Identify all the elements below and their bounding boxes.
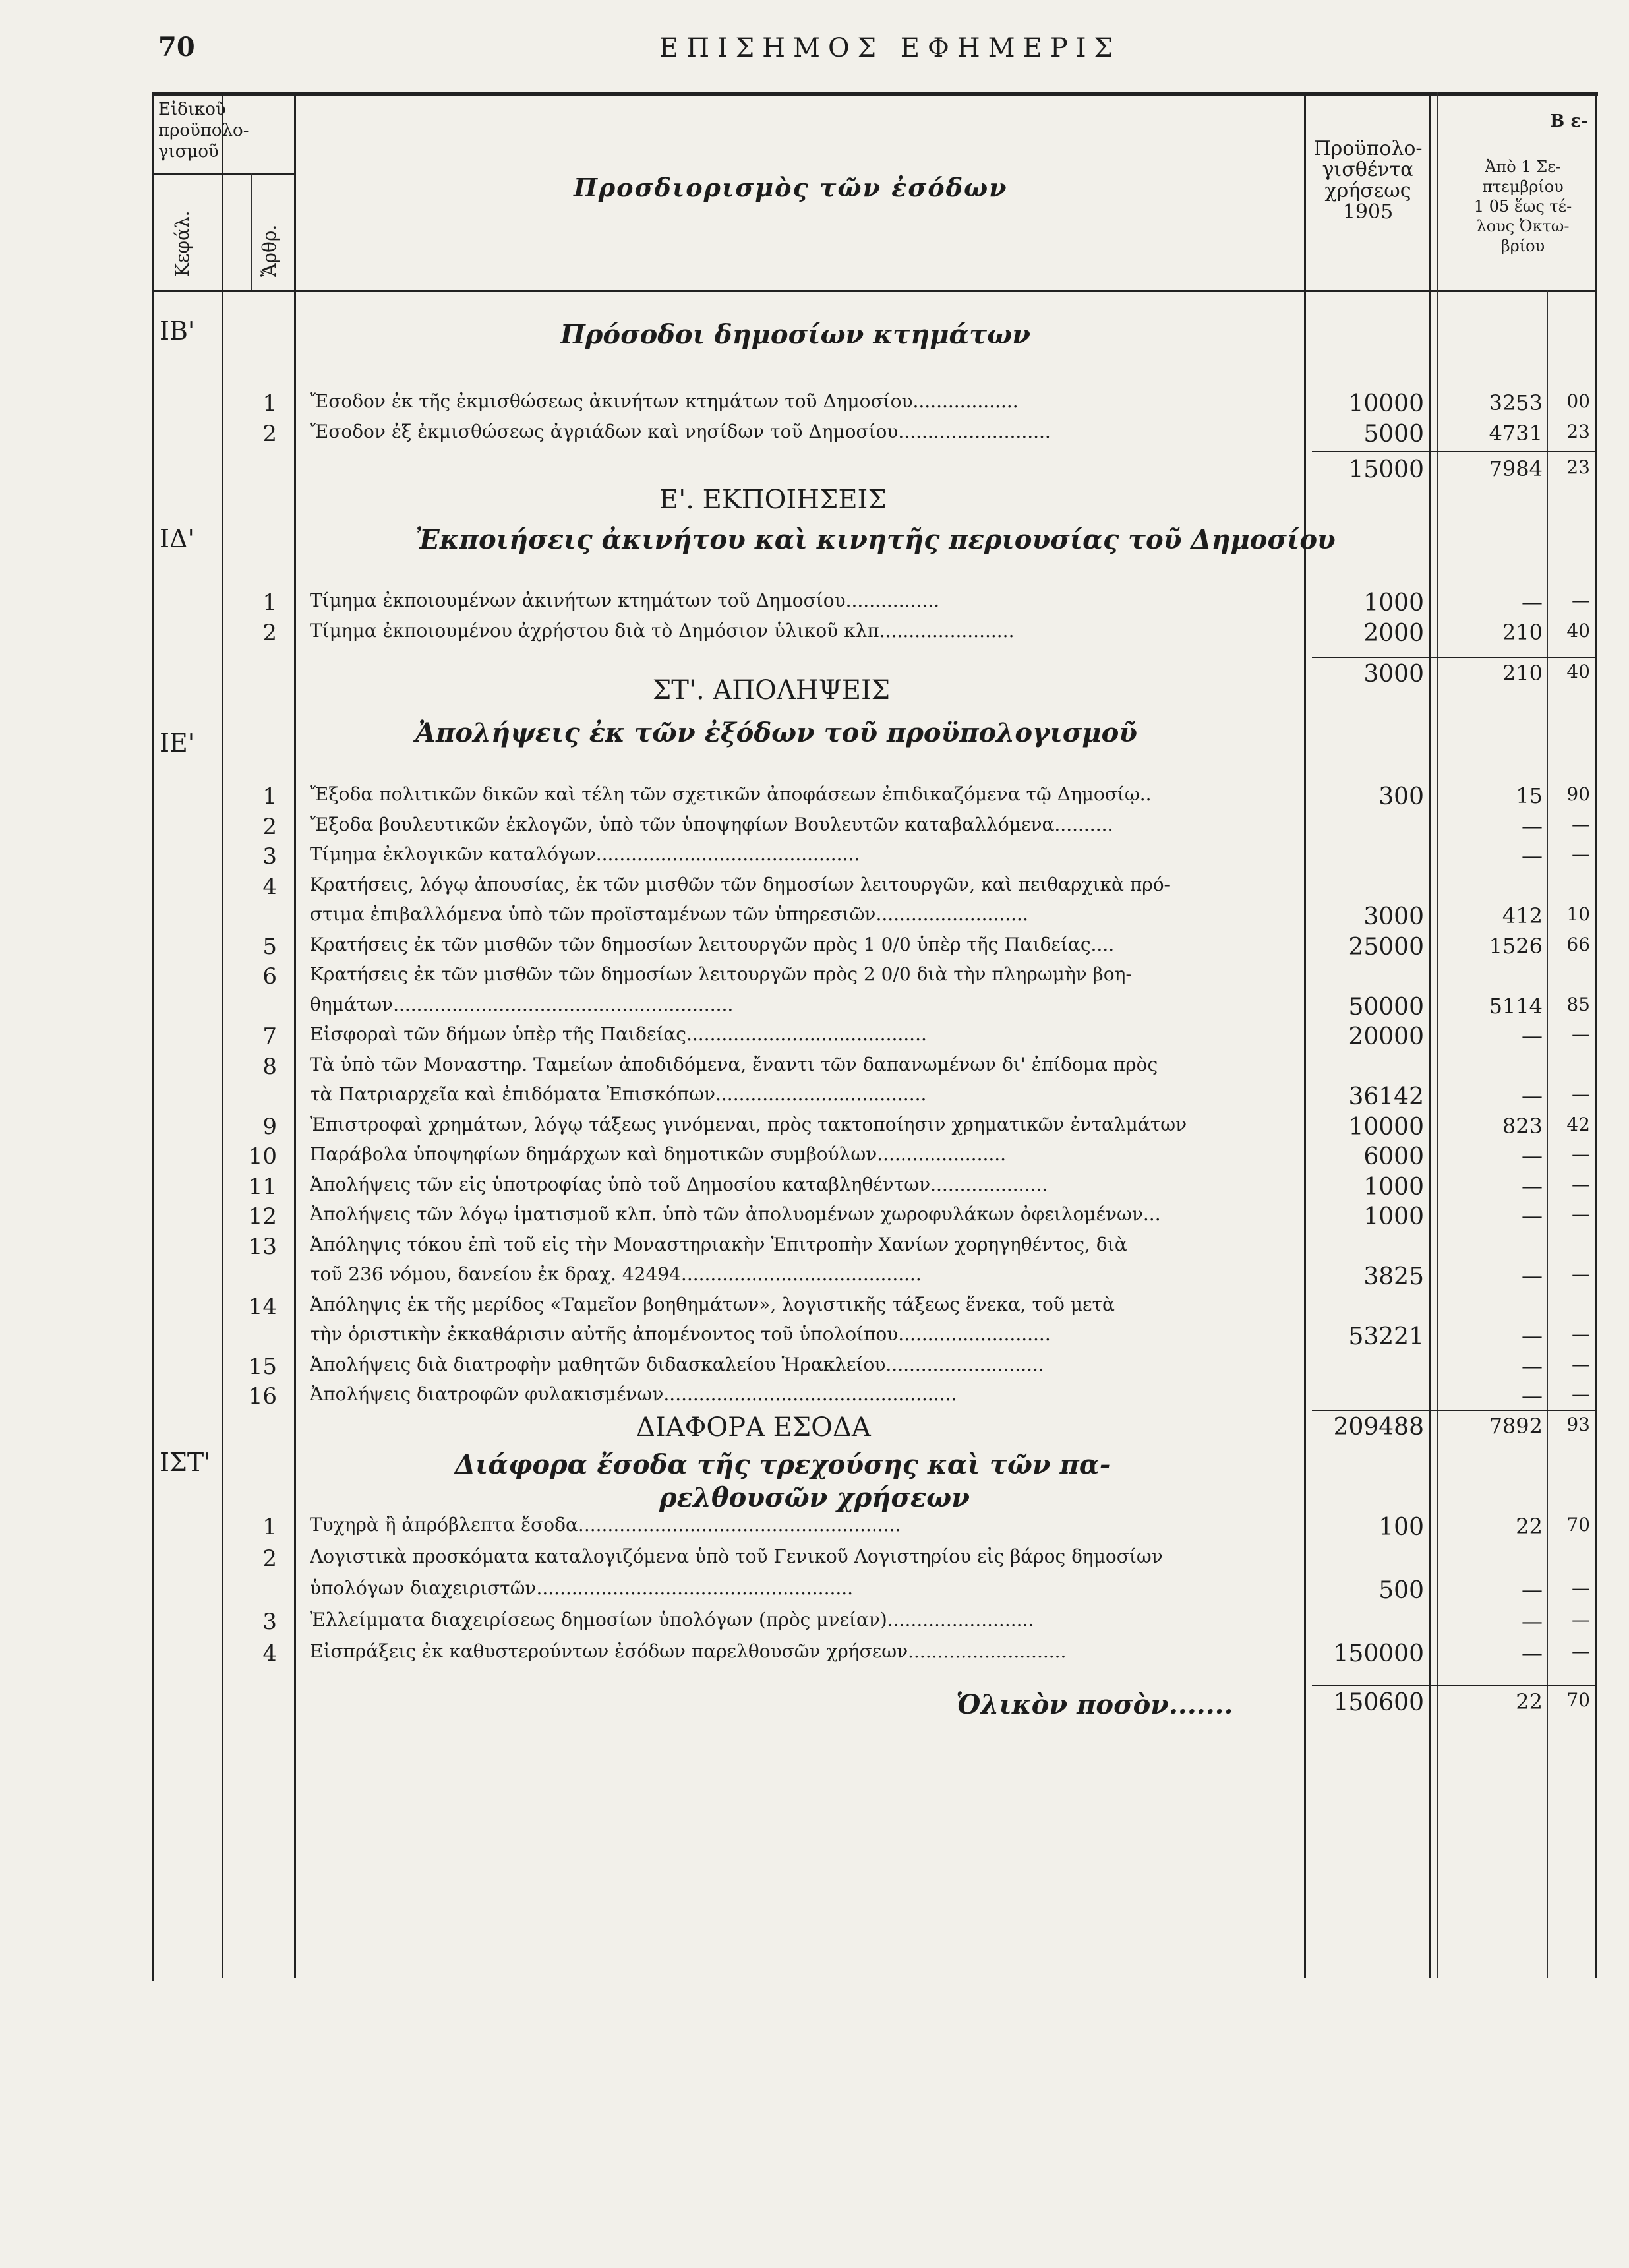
row-number: 3	[262, 1609, 277, 1635]
grand-total-budget: 150600	[1333, 1689, 1424, 1716]
row-budget: 53221	[1348, 1323, 1424, 1350]
chapter-ie-subtitle: Ἀπολήψεις ἐκ τῶν ἐξόδων τοῦ προϋπολογισμοῦ	[415, 717, 1137, 748]
row-number: 12	[248, 1203, 277, 1230]
ib-total-intg: 7984	[1489, 456, 1543, 481]
row-description: ὑπολόγων διαχειριστῶν......................................................	[310, 1577, 854, 1599]
grand-total-label: Ὁλικὸν ποσὸν.......	[956, 1689, 1233, 1720]
row-realized: 823	[1502, 1113, 1543, 1139]
row-realized-decimals: 85	[1566, 993, 1590, 1015]
row-number: 13	[248, 1233, 277, 1260]
running-head: ΕΠΙΣΗΜΟΣ ΕΦΗΜΕΡΙΣ	[659, 33, 1121, 63]
row-realized: 3253	[1489, 390, 1543, 415]
row-realized-decimals: —	[1572, 1353, 1590, 1375]
row-realized-decimals: —	[1572, 1609, 1590, 1630]
table-row	[0, 1383, 1629, 1411]
row-description: Ἔσοδον ἐξ ἐκμισθώσεως ἀγριάδων καὶ νησίδων τοῦ Δημοσίου..........................	[310, 421, 1051, 442]
row-number: 7	[262, 1023, 277, 1050]
section-diafora: ΔΙΑΦΟΡΑ ΕΣΟΔΑ	[636, 1412, 871, 1443]
row-budget: 1000	[1363, 1173, 1424, 1201]
row-budget: 20000	[1348, 1023, 1424, 1050]
row-number: 16	[248, 1383, 277, 1410]
table-row	[0, 934, 1629, 961]
row-budget: 100	[1378, 1514, 1424, 1541]
id-total-intg: 210	[1502, 661, 1543, 686]
row-realized-decimals: —	[1572, 1577, 1590, 1599]
row-number: 15	[248, 1353, 277, 1380]
row-budget: 10000	[1348, 390, 1424, 417]
table-row	[0, 390, 1629, 418]
row-realized-decimals: 90	[1566, 783, 1590, 805]
row-description: τὰ Πατριαρχεῖα καὶ ἐπιδόματα Ἐπισκόπων....................................	[310, 1083, 927, 1105]
row-description: Εἰσφοραὶ τῶν δήμων ὑπὲρ τῆς Παιδείας.........................................	[310, 1023, 927, 1045]
row-budget: 500	[1378, 1577, 1424, 1604]
table-row	[0, 1514, 1629, 1541]
ie-total-rule	[1312, 1410, 1595, 1411]
row-realized-decimals: 23	[1566, 421, 1590, 442]
table-row	[0, 1143, 1629, 1171]
table-row	[0, 1054, 1629, 1081]
header-split-rule	[152, 173, 294, 175]
row-description: στιμα ἐπιβαλλόμενα ὑπὸ τῶν προϊσταμένων τῶν ὑπηρεσιῶν..........................	[310, 903, 1028, 925]
row-number: 1	[262, 1514, 277, 1540]
row-number: 9	[262, 1113, 277, 1140]
row-realized-decimals: 70	[1566, 1514, 1590, 1536]
header-bottom-rule	[152, 290, 1595, 292]
chapter-ist: ΙΣΤ'	[160, 1448, 211, 1477]
table-row	[0, 994, 1629, 1021]
table-row	[0, 421, 1629, 448]
row-number: 3	[262, 843, 277, 870]
row-number: 6	[262, 963, 277, 990]
row-realized: —	[1522, 1173, 1543, 1199]
table-row	[0, 1174, 1629, 1201]
row-budget: 6000	[1363, 1143, 1424, 1170]
header-kefal: Κεφάλ.	[171, 210, 193, 277]
row-budget: 150000	[1333, 1640, 1424, 1667]
row-number: 8	[262, 1053, 277, 1080]
row-realized: —	[1522, 1577, 1543, 1602]
row-realized-decimals: —	[1572, 813, 1590, 835]
row-realized: —	[1522, 589, 1543, 614]
table-row	[0, 1577, 1629, 1605]
row-realized: —	[1522, 1640, 1543, 1665]
table-row	[0, 903, 1629, 931]
row-budget: 2000	[1363, 620, 1424, 647]
row-description: Ἀπόληψις τόκου ἐπὶ τοῦ εἰς τὴν Μοναστηριακὴν Ἐπιτροπὴν Χανίων χορηγηθέντος, διὰ	[310, 1233, 1127, 1255]
ib-total-budget: 15000	[1348, 456, 1424, 483]
row-description: Παράβολα ὑποψηφίων δημάρχων καὶ δημοτικῶν συμβούλων......................	[310, 1143, 1007, 1165]
row-number: 4	[262, 873, 277, 900]
row-description: Ἔξοδα βουλευτικῶν ἐκλογῶν, ὑπὸ τῶν ὑποψηφίων Βουλευτῶν καταβαλλόμενα..........	[310, 813, 1113, 835]
table-row	[0, 1263, 1629, 1291]
row-description: Ἔσοδον ἐκ τῆς ἐκμισθώσεως ἀκινήτων κτημάτων τοῦ Δημοσίου..................	[310, 390, 1019, 412]
row-description: Ἀπολήψεις τῶν λόγῳ ἱματισμοῦ κλπ. ὑπὸ τῶν ἀπολυομένων χωροφυλάκων ὀφειλομένων...	[310, 1203, 1161, 1225]
row-realized: —	[1522, 1083, 1543, 1108]
table-row	[0, 783, 1629, 811]
chapter-id: ΙΔ'	[160, 524, 194, 553]
row-description: Ἀπόληψις ἐκ τῆς μερίδος «Ταμεῖον βοηθημάτων», λογιστικῆς τάξεως ἕνεκα, τοῦ μετὰ	[310, 1293, 1115, 1315]
table-row	[0, 1609, 1629, 1636]
row-description: Τίμημα ἐκποιουμένου ἀχρήστου διὰ τὸ Δημόσιον ὑλικοῦ κλπ.......................	[310, 620, 1015, 642]
row-budget: 50000	[1348, 993, 1424, 1021]
row-number: 5	[262, 933, 277, 960]
row-realized-decimals: —	[1572, 1203, 1590, 1225]
row-realized: —	[1522, 1609, 1543, 1634]
row-realized-decimals: 66	[1566, 933, 1590, 955]
table-row	[0, 874, 1629, 901]
table-row	[0, 1023, 1629, 1051]
header-eidikou: Εἰδικοῦ προϋπολο- γισμοῦ	[158, 100, 249, 162]
table-row	[0, 963, 1629, 991]
row-realized: —	[1522, 1263, 1543, 1288]
row-budget: 10000	[1348, 1113, 1424, 1141]
row-realized-decimals: 10	[1566, 903, 1590, 925]
chapter-id-subtitle: Ἐκποιήσεις ἀκινήτου καὶ κινητῆς περιουσίας τοῦ Δημοσίου	[415, 524, 1336, 555]
row-budget: 3000	[1363, 903, 1424, 930]
row-realized: 5114	[1489, 993, 1543, 1019]
row-realized: —	[1522, 1203, 1543, 1228]
row-description: Τὰ ὑπὸ τῶν Μοναστηρ. Ταμείων ἀποδιδόμενα, ἔναντι τῶν δαπανωμένων δι' ἐπίδομα πρὸς	[310, 1053, 1158, 1075]
row-description: Λογιστικὰ προσκόματα καταλογιζόμενα ὑπὸ τοῦ Γενικοῦ Λογιστηρίου εἰς βάρος δημοσίων	[310, 1545, 1163, 1567]
ie-total-dec: 93	[1566, 1414, 1590, 1435]
row-budget: 3825	[1363, 1263, 1424, 1290]
section-apolipseis: ΣΤ'. ΑΠΟΛΗΨΕΙΣ	[653, 675, 891, 705]
header-col-b: Β ε-	[1550, 111, 1588, 131]
row-realized: 1526	[1489, 933, 1543, 959]
row-number: 11	[248, 1173, 277, 1200]
table-row	[0, 1323, 1629, 1351]
row-realized-decimals: —	[1572, 1383, 1590, 1405]
row-realized: —	[1522, 1383, 1543, 1408]
row-realized: 15	[1516, 783, 1543, 808]
table-row	[0, 1640, 1629, 1668]
row-number: 2	[262, 421, 277, 447]
row-realized-decimals: —	[1572, 1640, 1590, 1662]
row-number: 10	[248, 1143, 277, 1170]
row-realized: 210	[1502, 620, 1543, 645]
ib-total-row	[0, 456, 1629, 484]
table-row	[0, 589, 1629, 617]
row-realized-decimals: —	[1572, 589, 1590, 611]
row-realized-decimals: 42	[1566, 1113, 1590, 1135]
table-row	[0, 843, 1629, 871]
chapter-ist-subtitle-1: Διάφορα ἔσοδα τῆς τρεχούσης καὶ τῶν πα-	[455, 1449, 1111, 1480]
row-realized: —	[1522, 843, 1543, 868]
row-description: Ἔξοδα πολιτικῶν δικῶν καὶ τέλη τῶν σχετικῶν ἀποφάσεων ἐπιδικαζόμενα τῷ Δημοσίῳ..	[310, 783, 1152, 805]
chapter-ie: ΙΕ'	[160, 729, 195, 758]
table-row	[0, 1354, 1629, 1381]
row-number: 14	[248, 1293, 277, 1320]
page-number: 70	[158, 32, 195, 63]
row-realized-decimals: —	[1572, 1323, 1590, 1345]
row-realized: 22	[1516, 1514, 1543, 1539]
section-ekpoiiseis: Ε'. ΕΚΠΟΙΗΣΕΙΣ	[659, 485, 887, 515]
ie-total-budget: 209488	[1333, 1414, 1424, 1441]
row-realized: —	[1522, 1023, 1543, 1048]
row-budget: 300	[1378, 783, 1424, 810]
row-description: Ἀπολήψεις τῶν εἰς ὑποτροφίας ὑπὸ τοῦ Δημοσίου καταβληθέντων....................	[310, 1173, 1048, 1195]
row-realized-decimals: —	[1572, 1023, 1590, 1045]
grand-total-dec: 70	[1566, 1689, 1590, 1711]
header-budget: Προϋπολο- γισθέντα χρήσεως 1905	[1313, 137, 1423, 224]
row-description: Κρατήσεις ἐκ τῶν μισθῶν τῶν δημοσίων λειτουργῶν πρὸς 1 0/0 ὑπὲρ τῆς Παιδείας....	[310, 933, 1115, 955]
ib-total-rule	[1312, 451, 1595, 452]
row-realized-decimals: —	[1572, 1173, 1590, 1195]
row-realized-decimals: 40	[1566, 620, 1590, 642]
table-row	[0, 1083, 1629, 1111]
grand-total-rule	[1312, 1685, 1595, 1686]
row-description: Ἀπολήψεις διατροφῶν φυλακισμένων..................................................	[310, 1383, 957, 1405]
row-budget: 5000	[1363, 421, 1424, 448]
row-description: Ἐλλείμματα διαχειρίσεως δημοσίων ὑπολόγων (πρὸς μνείαν).........................	[310, 1609, 1034, 1630]
ib-total-dec: 23	[1566, 456, 1590, 478]
table-row	[0, 1545, 1629, 1573]
row-description: τοῦ 236 νόμου, δανείου ἐκ δραχ. 42494.........................................	[310, 1263, 922, 1285]
table-row	[0, 1203, 1629, 1231]
row-budget: 25000	[1348, 933, 1424, 961]
row-number: 1	[262, 783, 277, 810]
header-kef-arthr-rule	[251, 173, 252, 290]
row-realized-decimals: —	[1572, 1263, 1590, 1285]
ie-total-intg: 7892	[1489, 1414, 1543, 1439]
row-realized-decimals: —	[1572, 843, 1590, 865]
grand-total-row	[0, 1689, 1629, 1717]
row-description: Τίμημα ἐκποιουμένων ἀκινήτων κτημάτων τοῦ Δημοσίου................	[310, 589, 939, 611]
row-realized: —	[1522, 813, 1543, 839]
row-description: Τυχηρὰ ἢ ἀπρόβλεπτα ἔσοδα.......................................................	[310, 1514, 901, 1536]
row-number: 1	[262, 390, 277, 417]
header-title: Προσδιορισμὸς τῶν ἐσόδων	[574, 173, 1008, 202]
table-row	[0, 1234, 1629, 1261]
row-number: 1	[262, 589, 277, 616]
row-budget: 1000	[1363, 1203, 1424, 1230]
row-description: Ἐπιστροφαὶ χρημάτων, λόγῳ τάξεως γινόμεναι, πρὸς τακτοποίησιν χρηματικῶν ἐνταλμάτων	[310, 1113, 1187, 1135]
row-description: θημάτων..........................................................	[310, 993, 734, 1015]
table-row	[0, 814, 1629, 841]
grand-total-intg: 22	[1516, 1689, 1543, 1714]
row-description: Κρατήσεις ἐκ τῶν μισθῶν τῶν δημοσίων λειτουργῶν πρὸς 2 0/0 διὰ τὴν πληρωμὴν βοη-	[310, 963, 1132, 985]
chapter-ist-subtitle-2: ρελθουσῶν χρήσεων	[659, 1482, 970, 1513]
chapter-ib-subtitle: Πρόσοδοι δημοσίων κτημάτων	[560, 319, 1031, 350]
row-realized: 412	[1502, 903, 1543, 928]
id-total-dec: 40	[1566, 661, 1590, 682]
row-budget: 36142	[1348, 1083, 1424, 1110]
header-realized: Ἀπὸ 1 Σε- πτεμβρίου 1 05 ἕως τέ- λους Ὀκτω- βρίου	[1473, 158, 1572, 255]
row-realized: —	[1522, 1323, 1543, 1348]
row-number: 2	[262, 620, 277, 646]
row-description: Κρατήσεις, λόγῳ ἀπουσίας, ἐκ τῶν μισθῶν τῶν δημοσίων λειτουργῶν, καὶ πειθαρχικὰ πρό-	[310, 873, 1171, 895]
row-description: Ἀπολήψεις διὰ διατροφὴν μαθητῶν διδασκαλείου Ἡρακλείου...........................	[310, 1353, 1044, 1375]
table-row	[0, 620, 1629, 647]
row-realized: —	[1522, 1143, 1543, 1168]
row-number: 2	[262, 1545, 277, 1572]
table-row	[0, 1114, 1629, 1141]
chapter-ib: ΙΒ'	[160, 316, 195, 345]
row-description: Τίμημα ἐκλογικῶν καταλόγων.............................................	[310, 843, 860, 865]
row-realized: —	[1522, 1353, 1543, 1379]
row-number: 4	[262, 1640, 277, 1667]
table-row	[0, 1294, 1629, 1321]
id-total-rule	[1312, 657, 1595, 658]
row-realized-decimals: 00	[1566, 390, 1590, 412]
row-description: τὴν ὁριστικὴν ἐκκαθάρισιν αὐτῆς ἀπομένοντος τοῦ ὑπολοίπου..........................	[310, 1323, 1051, 1345]
header-arthr: Ἄρθρ.	[258, 224, 280, 277]
row-budget: 1000	[1363, 589, 1424, 616]
row-realized-decimals: —	[1572, 1083, 1590, 1105]
row-description: Εἰσπράξεις ἐκ καθυστερούντων ἐσόδων παρελθουσῶν χρήσεων...........................	[310, 1640, 1067, 1662]
row-number: 2	[262, 813, 277, 840]
row-realized-decimals: —	[1572, 1143, 1590, 1165]
row-realized: 4731	[1489, 421, 1543, 446]
id-total-budget: 3000	[1363, 661, 1424, 688]
